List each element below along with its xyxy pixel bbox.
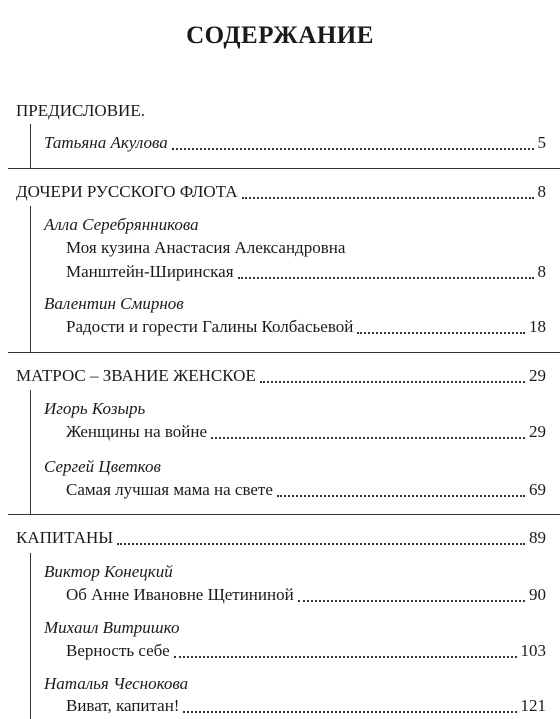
section-divider [8,352,560,353]
author-name: Валентин Смирнов [44,294,184,313]
entry-title-line: Верность себе [66,641,170,660]
entry-title-line: Самая лучшая мама на свете [66,480,273,499]
dot-leader [357,332,525,334]
dot-leader [260,381,525,383]
page-number: 5 [537,133,546,152]
entry-title-line: Об Анне Ивановне Щетининой [66,585,294,604]
dot-leader [172,148,534,150]
toc-entry [66,479,546,501]
page-number: 90 [529,585,546,604]
section-heading: КАПИТАНЫ [16,528,114,547]
author-name: Игорь Козырь [44,399,146,418]
dot-leader [277,495,525,497]
author-name: Татьяна Акулова [44,133,168,152]
toc-entry [44,132,546,154]
section-divider [8,168,560,169]
dot-leader [211,437,525,439]
dot-leader [183,711,516,713]
section-bracket-line [30,390,31,514]
dot-leader [174,656,517,658]
section-bracket-line [30,124,31,168]
page-number: 103 [520,641,546,660]
entry-title-line: Манштейн-Ширинская [66,262,234,281]
page-number: 8 [537,262,546,281]
section-heading: ДОЧЕРИ РУССКОГО ФЛОТА [16,182,238,201]
section-heading: МАТРОС – ЗВАНИЕ ЖЕНСКОЕ [16,366,256,385]
section-divider [8,514,560,515]
dot-leader [117,543,525,545]
section-heading-line [16,527,546,549]
author-name: Сергей Цветков [44,457,161,476]
page-number: 18 [529,317,546,336]
section-bracket-line [30,206,31,352]
toc-entry [66,584,546,606]
page-number: 29 [529,366,546,385]
dot-leader [238,277,534,279]
dot-leader [298,600,525,602]
page-number: 121 [520,696,546,715]
entry-title-line: Виват, капитан! [66,696,180,715]
toc-entry [66,421,546,443]
section-heading: ПРЕДИСЛОВИЕ. [16,101,145,120]
toc-entry [66,316,546,338]
section-heading-line [16,365,546,387]
page-title: СОДЕРЖАНИЕ [186,22,374,49]
page-number: 89 [529,528,546,547]
page-number: 29 [529,422,546,441]
page-number: 69 [529,480,546,499]
author-name: Михаил Витришко [44,618,180,637]
section-heading-line [16,181,546,203]
section-bracket-line [30,553,31,719]
dot-leader [242,197,534,199]
entry-title-line: Радости и горести Галины Колбасьевой [66,317,354,336]
toc-entry [66,695,546,717]
toc-entry [66,261,546,283]
author-name: Наталья Чеснокова [44,674,189,693]
entry-title-line: Моя кузина Анастасия Александровна [66,238,346,257]
entry-title-line: Женщины на войне [66,422,208,441]
toc-entry [66,640,546,662]
author-name: Алла Серебрянникова [44,215,199,234]
author-name: Виктор Конецкий [44,562,173,581]
page-number: 8 [537,182,546,201]
